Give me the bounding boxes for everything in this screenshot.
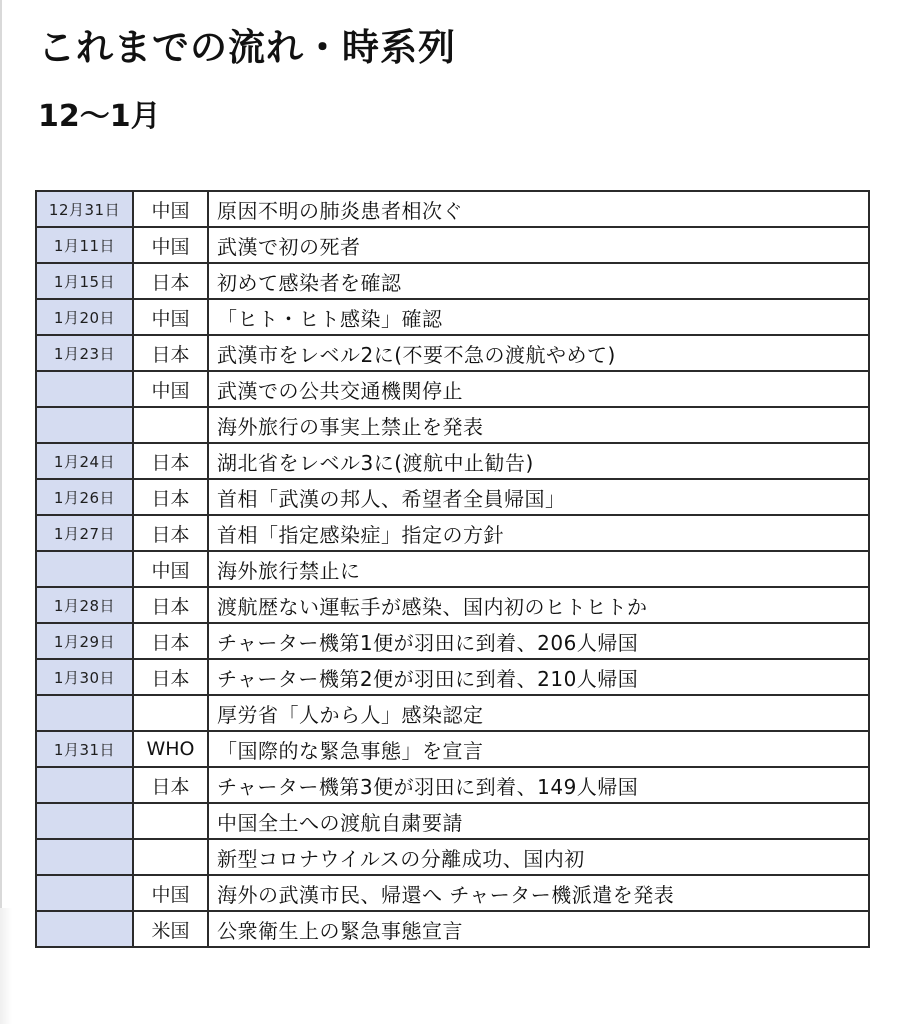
table-row <box>36 803 869 839</box>
table-row <box>36 551 869 587</box>
date-cell <box>36 371 133 407</box>
country-cell: 日本 <box>133 515 208 551</box>
event-cell: 「国際的な緊急事態」を宣言 <box>208 731 869 767</box>
table-row <box>36 767 869 803</box>
country-cell: WHO <box>133 731 208 767</box>
event-cell: 武漢市をレベル2に(不要不急の渡航やめて) <box>208 335 869 371</box>
country-cell: 日本 <box>133 659 208 695</box>
table-row <box>36 371 869 407</box>
country-cell: 日本 <box>133 479 208 515</box>
country-cell: 中国 <box>133 299 208 335</box>
date-cell <box>36 407 133 443</box>
event-cell: 海外の武漢市民、帰還へ チャーター機派遣を発表 <box>208 875 869 911</box>
country-cell: 日本 <box>133 335 208 371</box>
page-subtitle: 12〜1月 <box>38 99 161 134</box>
date-cell <box>36 803 133 839</box>
country-cell <box>133 407 208 443</box>
date-cell: 1月20日 <box>36 299 133 335</box>
country-cell: 米国 <box>133 911 208 947</box>
country-cell: 中国 <box>133 191 208 227</box>
date-cell: 1月24日 <box>36 443 133 479</box>
event-cell: チャーター機第3便が羽田に到着、149人帰国 <box>208 767 869 803</box>
country-cell: 日本 <box>133 263 208 299</box>
table-row <box>36 443 869 479</box>
table-row <box>36 479 869 515</box>
date-cell: 1月26日 <box>36 479 133 515</box>
page-corner-shadow <box>0 908 12 1024</box>
page-title: これまでの流れ・時系列 <box>38 26 456 69</box>
date-cell: 1月28日 <box>36 587 133 623</box>
table-row <box>36 191 869 227</box>
date-cell <box>36 839 133 875</box>
country-cell: 日本 <box>133 623 208 659</box>
table-row <box>36 227 869 263</box>
event-cell: 「ヒト・ヒト感染」確認 <box>208 299 869 335</box>
date-cell <box>36 695 133 731</box>
table-row <box>36 695 869 731</box>
country-cell: 日本 <box>133 587 208 623</box>
event-cell: 湖北省をレベル3に(渡航中止勧告) <box>208 443 869 479</box>
table-row <box>36 659 869 695</box>
table-row <box>36 839 869 875</box>
table-row <box>36 875 869 911</box>
date-cell: 1月31日 <box>36 731 133 767</box>
date-cell <box>36 911 133 947</box>
page-edge <box>0 0 2 1024</box>
table-row <box>36 335 869 371</box>
table-row <box>36 911 869 947</box>
country-cell: 日本 <box>133 767 208 803</box>
table-row <box>36 263 869 299</box>
event-cell: 海外旅行の事実上禁止を発表 <box>208 407 869 443</box>
country-cell: 中国 <box>133 227 208 263</box>
table-row <box>36 587 869 623</box>
table-row <box>36 515 869 551</box>
country-cell: 中国 <box>133 875 208 911</box>
table-row <box>36 731 869 767</box>
date-cell: 1月27日 <box>36 515 133 551</box>
country-cell: 日本 <box>133 443 208 479</box>
event-cell: 原因不明の肺炎患者相次ぐ <box>208 191 869 227</box>
date-cell: 1月23日 <box>36 335 133 371</box>
table-row <box>36 407 869 443</box>
country-cell <box>133 803 208 839</box>
country-cell: 中国 <box>133 551 208 587</box>
date-cell: 12月31日 <box>36 191 133 227</box>
event-cell: チャーター機第2便が羽田に到着、210人帰国 <box>208 659 869 695</box>
event-cell: 海外旅行禁止に <box>208 551 869 587</box>
event-cell: チャーター機第1便が羽田に到着、206人帰国 <box>208 623 869 659</box>
event-cell: 渡航歴ない運転手が感染、国内初のヒトヒトか <box>208 587 869 623</box>
event-cell: 初めて感染者を確認 <box>208 263 869 299</box>
timeline-body <box>36 191 869 947</box>
date-cell: 1月15日 <box>36 263 133 299</box>
table-row <box>36 623 869 659</box>
date-cell: 1月30日 <box>36 659 133 695</box>
event-cell: 中国全土への渡航自粛要請 <box>208 803 869 839</box>
country-cell <box>133 695 208 731</box>
event-cell: 厚労省「人から人」感染認定 <box>208 695 869 731</box>
date-cell <box>36 551 133 587</box>
event-cell: 武漢で初の死者 <box>208 227 869 263</box>
date-cell: 1月11日 <box>36 227 133 263</box>
event-cell: 武漢での公共交通機関停止 <box>208 371 869 407</box>
event-cell: 公衆衛生上の緊急事態宣言 <box>208 911 869 947</box>
table-row <box>36 299 869 335</box>
timeline-table <box>35 190 870 948</box>
country-cell <box>133 839 208 875</box>
date-cell <box>36 875 133 911</box>
date-cell <box>36 767 133 803</box>
event-cell: 首相「指定感染症」指定の方針 <box>208 515 869 551</box>
country-cell: 中国 <box>133 371 208 407</box>
date-cell: 1月29日 <box>36 623 133 659</box>
event-cell: 首相「武漢の邦人、希望者全員帰国」 <box>208 479 869 515</box>
event-cell: 新型コロナウイルスの分離成功、国内初 <box>208 839 869 875</box>
